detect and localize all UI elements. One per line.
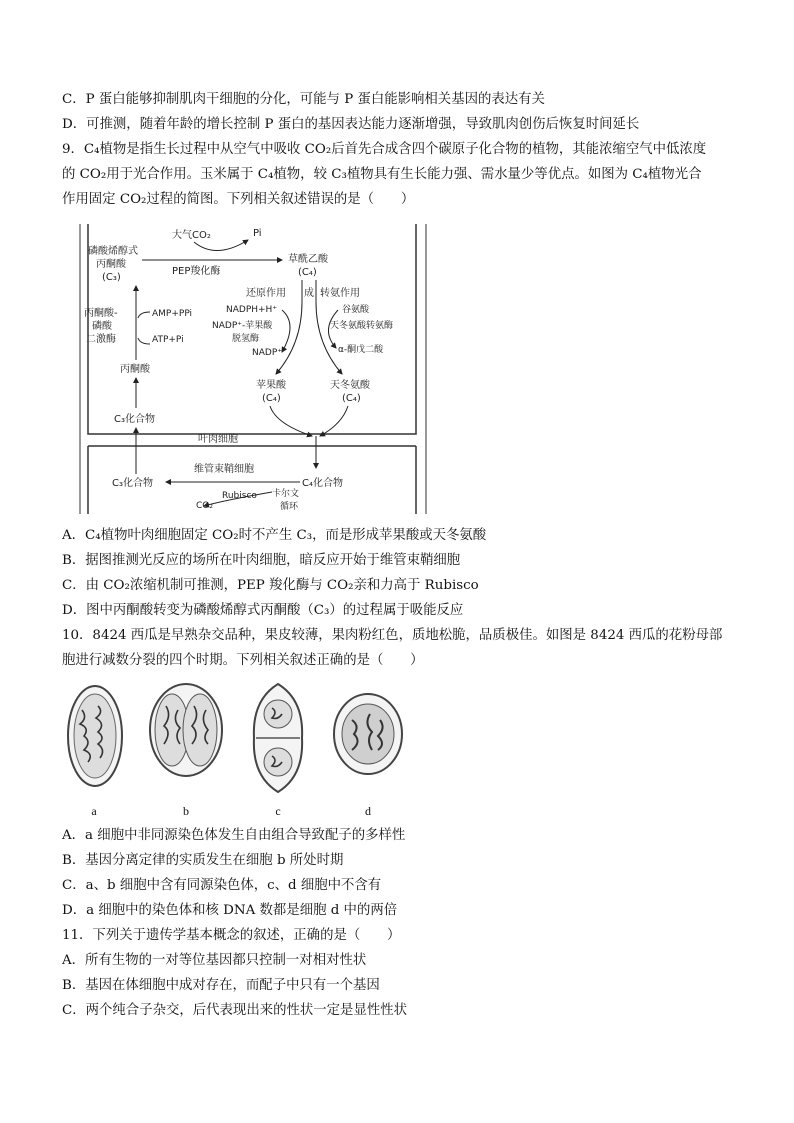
oaa-label-2: (C₄) xyxy=(298,267,317,278)
question-9-line-2: 的 CO₂用于光合作用。玉米属于 C₄植物，较 C₃植物具有生长能力强、需水量少等优点。如图为 C₄植物光合 xyxy=(62,167,702,182)
asp-label-1: 天冬氨酸 xyxy=(330,380,370,391)
nadph-label: NADPH+H⁺ xyxy=(226,305,278,315)
option-d-q9: D．图中丙酮酸转变为磷酸烯醇式丙酮酸（C₃）的过程属于吸能反应 xyxy=(62,603,464,618)
question-9-line-1: 9．C₄植物是指生长过程中从空气中吸收 CO₂后首先合成含四个碳原子化合物的植物，其能浓缩空气中低浓度 xyxy=(62,142,707,157)
option-a-q9: A．C₄植物叶肉细胞固定 CO₂时不产生 C₃，而是形成苹果酸或天冬氨酸 xyxy=(62,528,487,543)
amp-label: AMP+PPi xyxy=(152,309,193,319)
question-11-line-1: 11．下列关于遗传学基本概念的叙述，正确的是（ ） xyxy=(62,928,401,943)
cell-label-a: a xyxy=(91,804,97,818)
malate-label-1: 苹果酸 xyxy=(256,380,286,391)
option-d-q10: D．a 细胞中的染色体和核 DNA 数都是细胞 d 中的两倍 xyxy=(62,903,398,918)
glu-label: 谷氨酸 xyxy=(342,305,370,315)
asp-label-2: (C₄) xyxy=(342,393,361,404)
rubisco-label: Rubisco xyxy=(222,491,257,501)
cell-c-image xyxy=(248,680,308,796)
calvin-label-2: 循环 xyxy=(280,502,299,512)
pep-label-2: 丙酮酸 xyxy=(96,259,126,270)
mesophyll-label: 叶肉细胞 xyxy=(198,434,238,445)
option-b-q9: B．据图推测光反应的场所在叶肉细胞，暗反应开始于维管束鞘细胞 xyxy=(62,553,461,568)
malate-label-2: (C₄) xyxy=(262,393,281,404)
question-9-line-3: 作用固定 CO₂过程的简图。下列相关叙述错误的是（ ） xyxy=(62,192,415,207)
option-a-q10: A．a 细胞中非同源染色体发生自由组合导致配子的多样性 xyxy=(62,828,406,843)
bundle-sheath-label: 维管束鞘细胞 xyxy=(194,464,254,475)
transamination-label: 转氨作用 xyxy=(320,288,360,299)
meiosis-cells-figure xyxy=(62,680,422,820)
nadp-label: NADP⁺ xyxy=(252,348,282,358)
question-10-line-1: 10．8424 西瓜是早熟杂交品种，果皮较薄，果肉粉红色，质地松脆，品质极佳。如图是 8424 西瓜的花粉母部 xyxy=(62,628,723,643)
cell-label-d: d xyxy=(365,804,371,818)
co2-air-label: 大气CO₂ xyxy=(172,230,211,241)
c3-compound-top-label: C₃化合物 xyxy=(114,414,155,425)
cell-a-image xyxy=(64,680,126,792)
pep-enzyme-label: PEP羧化酶 xyxy=(172,266,221,277)
cell-label-b: b xyxy=(183,804,189,818)
pi-label: Pi xyxy=(253,228,262,239)
pep-label-3: (C₃) xyxy=(102,272,121,283)
ppdk-label-3: 二激酶 xyxy=(86,334,116,345)
aspat-label: 天冬氨酸转氨酶 xyxy=(330,321,394,331)
akg-label: α-酮戊二酸 xyxy=(338,345,384,355)
pep-label-1: 磷酸烯醇式 xyxy=(88,246,138,257)
option-c-q11: C．两个纯合子杂交，后代表现出来的性状一定是显性性状 xyxy=(62,1003,408,1018)
option-b-q10: B．基因分离定律的实质发生在细胞 b 所处时期 xyxy=(62,853,344,868)
c4-pathway-svg xyxy=(76,224,432,514)
cell-d-image xyxy=(330,680,406,780)
option-c-q9: C．由 CO₂浓缩机制可推测，PEP 羧化酶与 CO₂亲和力高于 Rubisco xyxy=(62,578,479,593)
question-10-line-2: 胞进行减数分裂的四个时期。下列相关叙述正确的是（ ） xyxy=(62,653,424,668)
co2-release-label: CO₂ xyxy=(196,501,213,511)
calvin-label-1: 卡尔文 xyxy=(272,489,300,499)
option-c-q10: C．a、b 细胞中含有同源染色体，c、d 细胞中不含有 xyxy=(62,878,382,893)
cell-b-image xyxy=(146,680,226,780)
option-b-q11: B．基因在体细胞中成对存在，而配子中只有一个基因 xyxy=(62,978,380,993)
c4-pathway-diagram xyxy=(76,224,432,514)
pyruvate-label: 丙酮酸 xyxy=(120,364,150,375)
cell-label-c: c xyxy=(275,804,281,818)
reduction-label: 还原作用 xyxy=(246,288,286,299)
option-d-q8: D．可推测，随着年龄的增长控制 P 蛋白的基因表达能力逐渐增强，导致肌肉创伤后恢复时间延长 xyxy=(62,117,640,132)
option-a-q11: A．所有生物的一对等位基因都只控制一对相对性状 xyxy=(62,953,367,968)
c4-compound-bottom-label: C₄化合物 xyxy=(302,478,343,489)
nadp-mdh-label-2: 脱氢酶 xyxy=(232,334,260,344)
atp-label: ATP+Pi xyxy=(152,335,184,345)
ppdk-label-1: 丙酮酸- xyxy=(84,308,118,319)
cheng-label: 成 xyxy=(304,288,314,299)
nadp-mdh-label-1: NADP⁺-苹果酸 xyxy=(212,321,273,331)
oaa-label-1: 草酰乙酸 xyxy=(288,254,328,265)
option-c-q8: C．P 蛋白能够抑制肌肉干细胞的分化，可能与 P 蛋白能影响相关基因的表达有关 xyxy=(62,92,545,107)
ppdk-label-2: 磷酸 xyxy=(92,321,112,332)
c3-compound-bottom-label: C₃化合物 xyxy=(112,478,153,489)
